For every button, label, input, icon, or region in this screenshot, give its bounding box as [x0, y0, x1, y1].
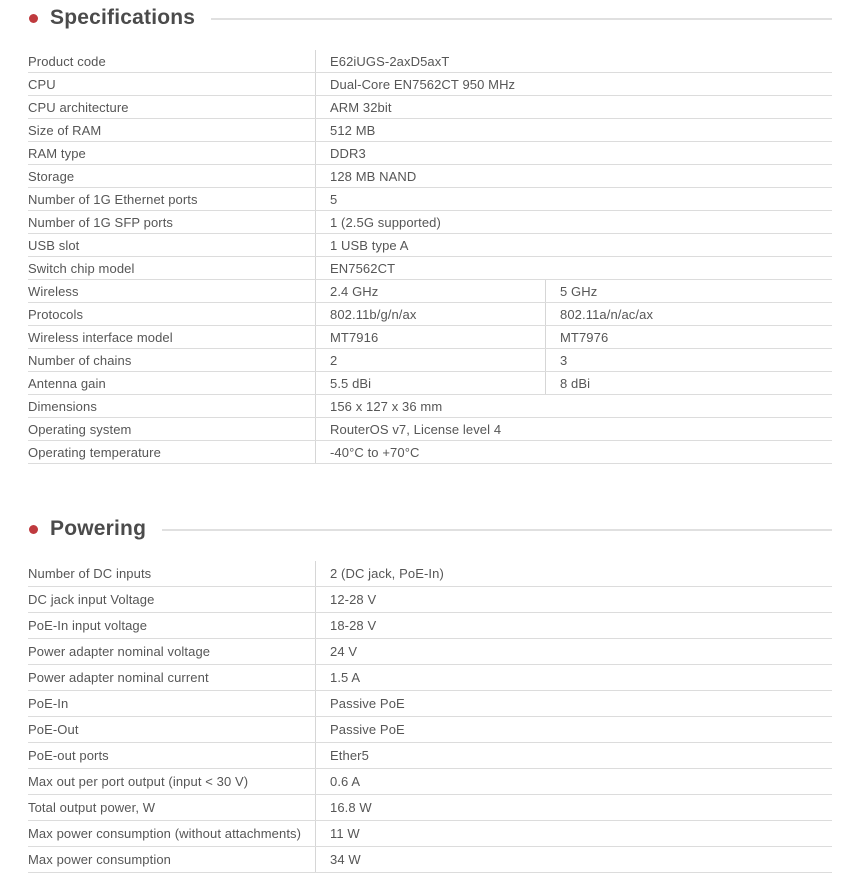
table-row [28, 769, 832, 795]
row-value: -40°C to +70°C [315, 441, 832, 463]
row-value: 0.6 A [315, 769, 832, 794]
row-value: 3 [545, 349, 832, 371]
row-label: Power adapter nominal current [28, 670, 209, 685]
row-value: 5 GHz [545, 280, 832, 302]
row-label: Antenna gain [28, 375, 106, 391]
row-value: E62iUGS-2axD5axT [315, 50, 832, 72]
row-label: Wireless [28, 283, 79, 299]
row-label: CPU architecture [28, 99, 129, 115]
table-row [28, 441, 832, 464]
table-row [28, 587, 832, 613]
table-row [28, 303, 832, 326]
row-value: 11 W [315, 821, 832, 846]
row-label: Switch chip model [28, 260, 135, 276]
row-label: PoE-In [28, 696, 69, 711]
row-value: EN7562CT [315, 257, 832, 279]
row-label: Power adapter nominal voltage [28, 644, 211, 659]
row-value: 2 (DC jack, PoE-In) [315, 561, 832, 586]
section-header [28, 6, 832, 30]
table-row [28, 743, 832, 769]
specifications-table [28, 50, 832, 464]
row-value: 5 [315, 188, 832, 210]
row-label: USB slot [28, 237, 80, 253]
table-row [28, 639, 832, 665]
row-label: Storage [28, 168, 75, 184]
table-row [28, 73, 832, 96]
table-row [28, 188, 832, 211]
row-value: 8 dBi [545, 372, 832, 394]
table-row [28, 717, 832, 743]
table-row [28, 795, 832, 821]
row-value: 512 MB [315, 119, 832, 141]
table-row [28, 211, 832, 234]
table-row [28, 561, 832, 587]
table-row [28, 821, 832, 847]
title-divider-line [162, 529, 832, 531]
section-title: Specifications [50, 6, 196, 29]
row-value: MT7976 [545, 326, 832, 348]
bullet-icon [29, 14, 38, 23]
row-value: 802.11a/n/ac/ax [545, 303, 832, 325]
section-title: Powering [50, 517, 147, 540]
row-label: DC jack input Voltage [28, 592, 155, 607]
row-label: PoE-out ports [28, 748, 109, 763]
row-label: Size of RAM [28, 122, 102, 138]
table-row [28, 50, 832, 73]
row-label: Max power consumption [28, 852, 171, 867]
row-label: Number of 1G SFP ports [28, 214, 174, 230]
row-label: Number of chains [28, 352, 132, 368]
row-value: 1 USB type A [315, 234, 832, 256]
row-label: Dimensions [28, 398, 97, 414]
row-label: RAM type [28, 145, 86, 161]
row-label: PoE-In input voltage [28, 618, 148, 633]
row-value: RouterOS v7, License level 4 [315, 418, 832, 440]
row-label: Number of 1G Ethernet ports [28, 191, 198, 207]
section-header [28, 517, 832, 541]
row-value: 802.11b/g/n/ax [315, 303, 545, 325]
row-label: Wireless interface model [28, 329, 173, 345]
table-row [28, 234, 832, 257]
row-value: Passive PoE [315, 691, 832, 716]
row-label: CPU [28, 76, 56, 92]
bullet-icon [29, 525, 38, 534]
powering-table [28, 561, 832, 873]
row-label: Max out per port output (input < 30 V) [28, 774, 249, 789]
table-row [28, 142, 832, 165]
row-label: Protocols [28, 306, 84, 322]
row-value: Ether5 [315, 743, 832, 768]
table-row [28, 847, 832, 873]
row-value: 128 MB NAND [315, 165, 832, 187]
row-value: 5.5 dBi [315, 372, 545, 394]
table-row [28, 96, 832, 119]
table-row [28, 280, 832, 303]
row-value: DDR3 [315, 142, 832, 164]
table-row [28, 257, 832, 280]
row-label: Product code [28, 53, 106, 69]
row-value: 12-28 V [315, 587, 832, 612]
row-value: MT7916 [315, 326, 545, 348]
row-value: Dual-Core EN7562CT 950 MHz [315, 73, 832, 95]
table-row [28, 665, 832, 691]
table-row [28, 165, 832, 188]
row-label: Operating temperature [28, 444, 161, 460]
row-label: PoE-Out [28, 722, 79, 737]
row-value: ARM 32bit [315, 96, 832, 118]
table-row [28, 119, 832, 142]
title-divider-line [211, 18, 832, 20]
table-row [28, 418, 832, 441]
row-value: 2.4 GHz [315, 280, 545, 302]
row-value: 34 W [315, 847, 832, 872]
table-row [28, 395, 832, 418]
row-value: 18-28 V [315, 613, 832, 638]
row-label: Max power consumption (without attachments) [28, 826, 302, 841]
table-row [28, 326, 832, 349]
row-value: 2 [315, 349, 545, 371]
row-value: 16.8 W [315, 795, 832, 820]
row-value: 1 (2.5G supported) [315, 211, 832, 233]
row-value: 24 V [315, 639, 832, 664]
row-value: 1.5 A [315, 665, 832, 690]
row-label: Operating system [28, 421, 132, 437]
row-label: Number of DC inputs [28, 566, 152, 581]
table-row [28, 691, 832, 717]
table-row [28, 372, 832, 395]
section-powering [28, 517, 832, 873]
row-value: 156 x 127 x 36 mm [315, 395, 832, 417]
table-row [28, 349, 832, 372]
row-label: Total output power, W [28, 800, 156, 815]
table-row [28, 613, 832, 639]
section-specifications [28, 6, 832, 464]
row-value: Passive PoE [315, 717, 832, 742]
